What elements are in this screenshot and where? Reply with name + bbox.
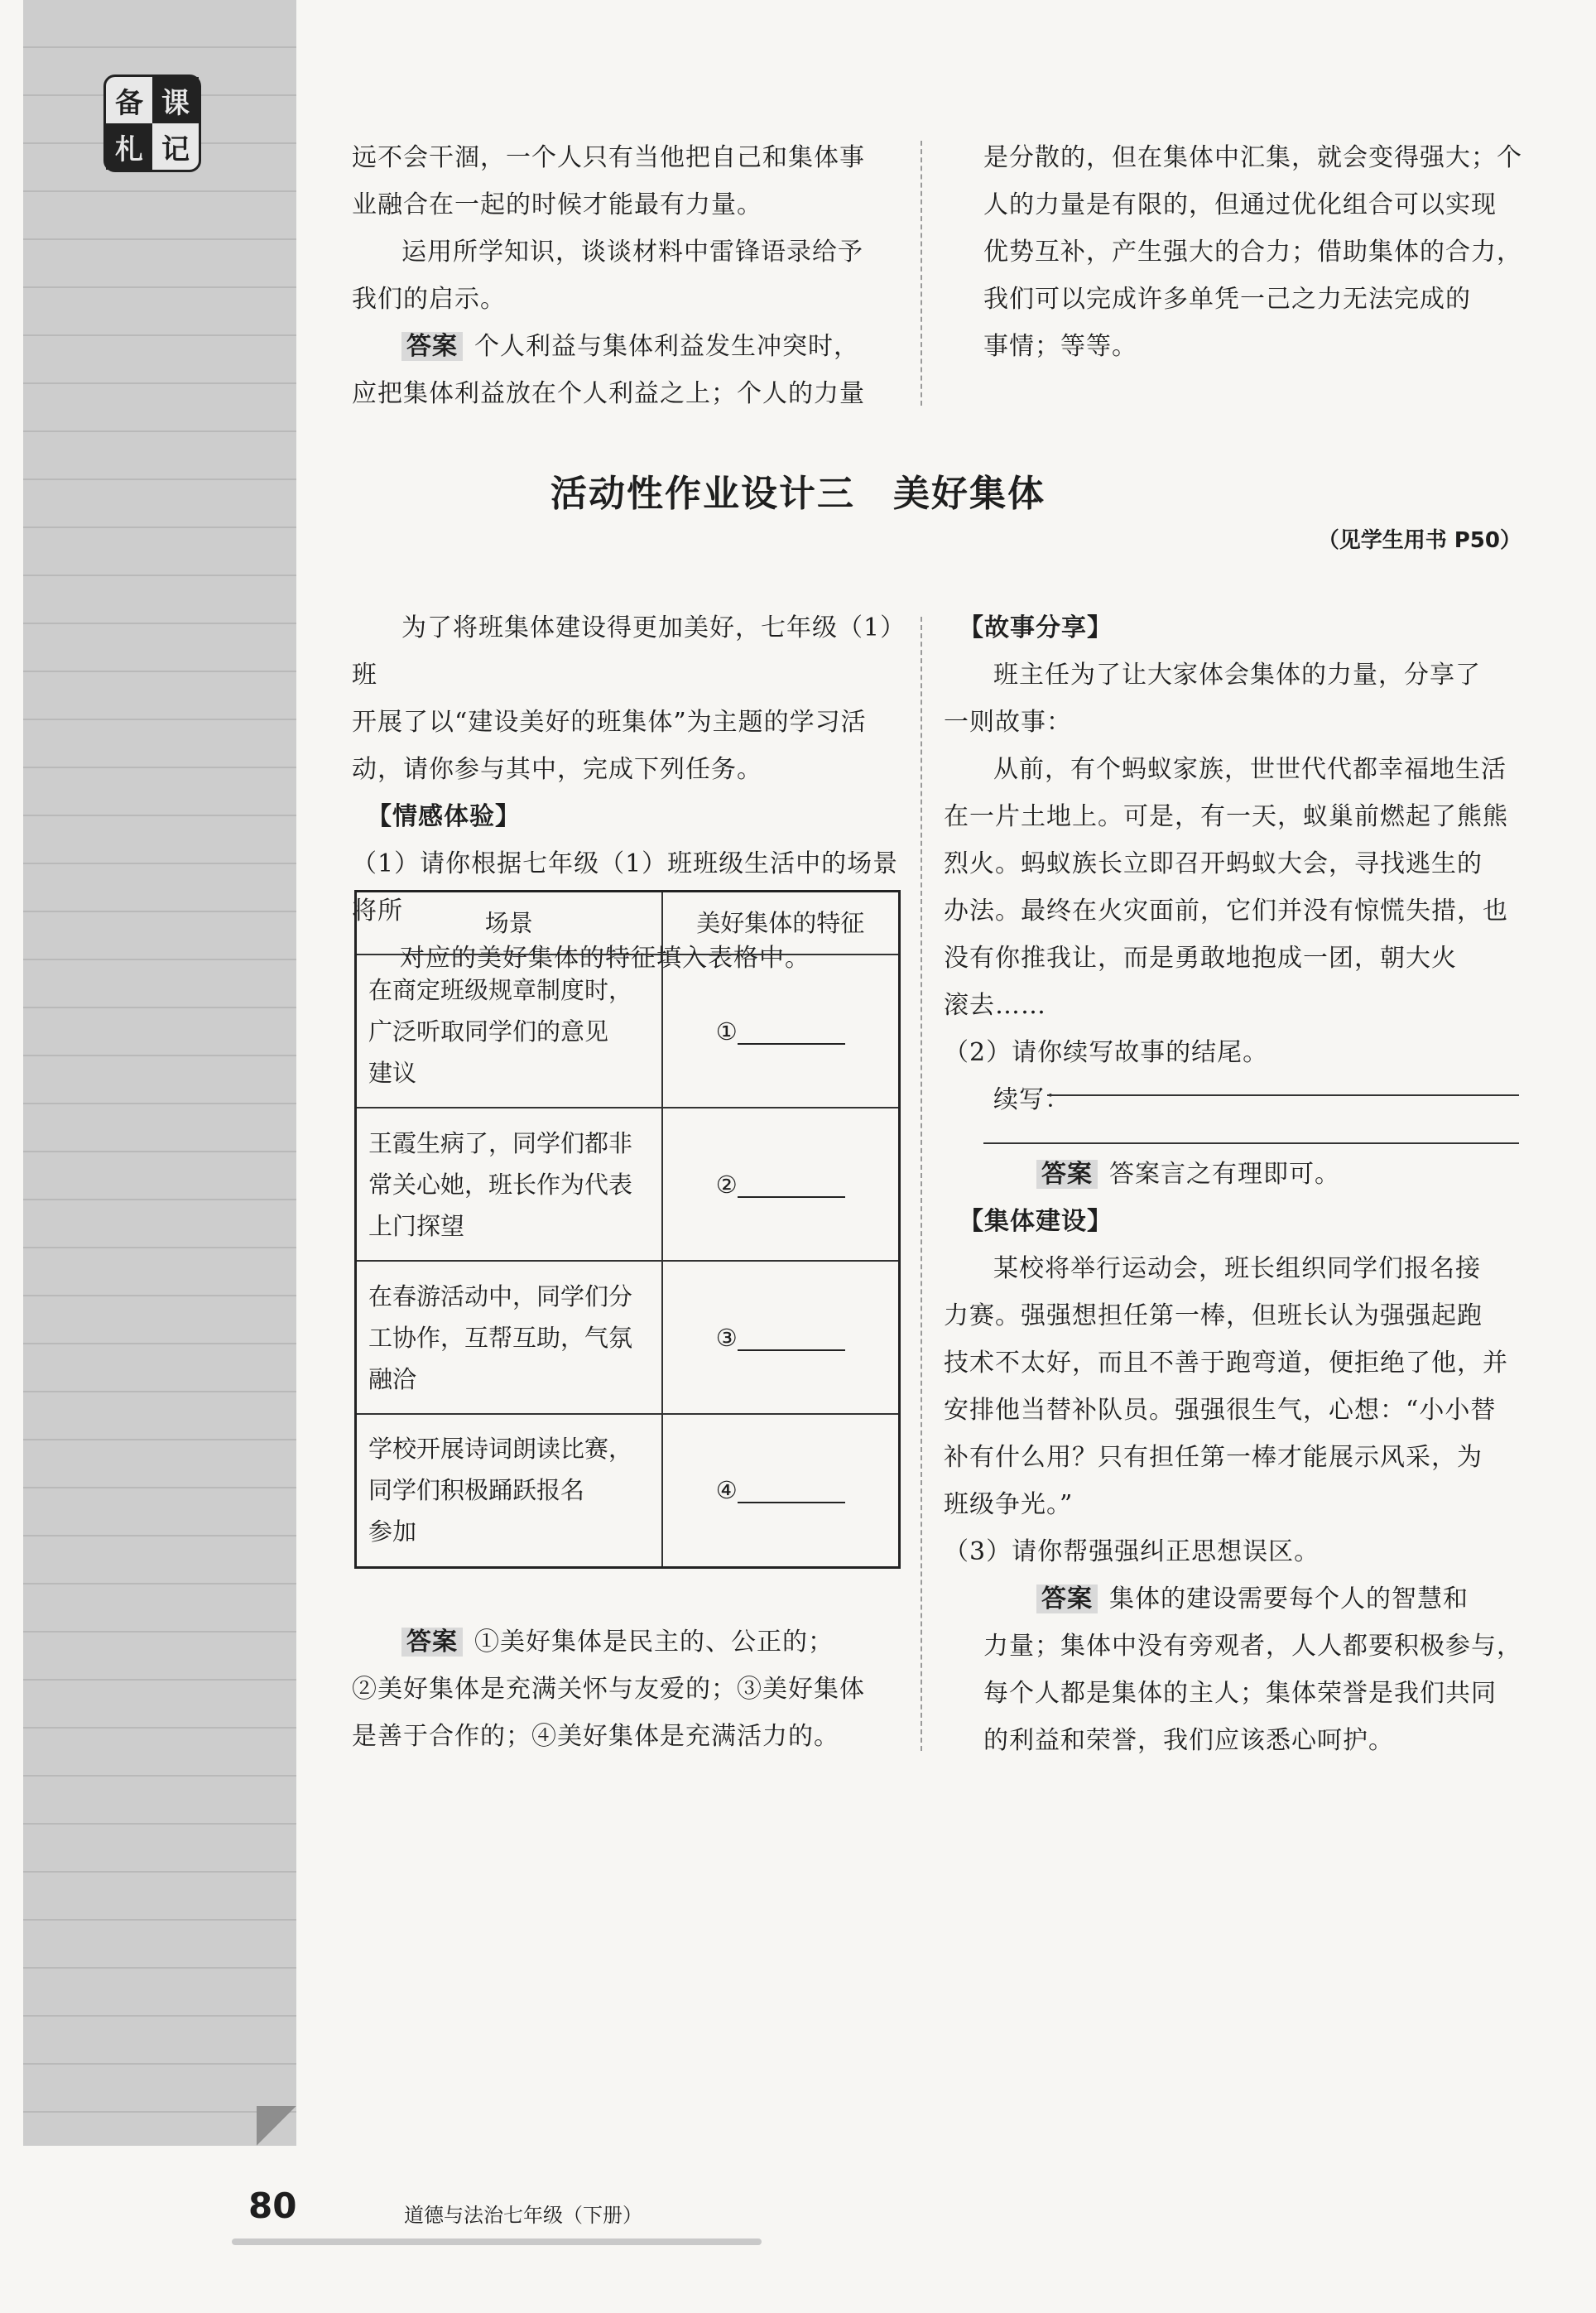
question-3: （3）请你帮强强纠正思想误区。 bbox=[944, 1537, 1320, 1566]
text-line: 力赛。强强想担任第一棒，但班长认为强强起跑 bbox=[944, 1301, 1483, 1330]
book-reference: （见学生用书 P50） bbox=[1317, 528, 1521, 553]
text-line: 办法。最终在火灾面前，它们并没有惊慌失措，也 bbox=[944, 897, 1508, 926]
cell-line: 参加 bbox=[368, 1517, 417, 1546]
text-line: 没有你推我让，而是勇敢地抱成一团，朝大火 bbox=[944, 944, 1457, 973]
table-row bbox=[356, 1414, 900, 1567]
heading-story: 【故事分享】 bbox=[959, 613, 1113, 642]
question-1-cont: 对应的美好集体的特征填入表格中。 bbox=[400, 944, 810, 973]
right-column bbox=[944, 604, 1531, 1123]
text-line: 为了将班集体建设得更加美好，七年级（1）班 bbox=[352, 613, 894, 690]
text-line: 开展了以“建设美好的班集体”为主题的学习活 bbox=[352, 708, 867, 737]
notes-sidebar bbox=[23, 0, 296, 2146]
cell-line: 在春游活动中，同学们分 bbox=[368, 1282, 633, 1310]
text-line: 远不会干涸，一个人只有当他把自己和集体事 bbox=[352, 143, 865, 172]
logo-char: 札 bbox=[106, 123, 152, 170]
text-line: ②美好集体是充满关怀与友爱的；③美好集体 bbox=[352, 1675, 865, 1704]
text-line: 某校将举行运动会，班长组织同学们报名接 bbox=[993, 1254, 1481, 1283]
page-number: 80 bbox=[248, 2186, 297, 2226]
answer-text: ①美好集体是民主的、公正的； bbox=[474, 1628, 834, 1657]
text-line: 每个人都是集体的主人；集体荣誉是我们共同 bbox=[983, 1679, 1497, 1708]
blank-number: ① bbox=[715, 1017, 738, 1046]
text-line: 事情；等等。 bbox=[983, 332, 1137, 361]
cell-line: 上门探望 bbox=[368, 1211, 465, 1240]
cell-line: 广泛听取同学们的意见 bbox=[368, 1017, 609, 1046]
answer-blank[interactable] bbox=[738, 1480, 845, 1503]
text-line: 运用所学知识，谈谈材料中雷锋语录给予 bbox=[401, 238, 863, 267]
left-answer bbox=[352, 1618, 902, 1760]
text-line: 安排他当替补队员。强强很生气，心想：“小小替 bbox=[944, 1396, 1497, 1425]
question-2: （2）请你续写故事的结尾。 bbox=[944, 1038, 1269, 1067]
text-line: 人的力量是有限的，但通过优化组合可以实现 bbox=[983, 190, 1497, 219]
text-line: 我们的启示。 bbox=[352, 285, 506, 314]
text-line: 是分散的，但在集体中汇集，就会变得强大；个 bbox=[983, 143, 1522, 172]
cell-line: 工协作，互帮互助，气氛 bbox=[368, 1323, 633, 1352]
text-line: 班级争光。” bbox=[944, 1490, 1074, 1519]
text-line: 的利益和荣誉，我们应该悉心呵护。 bbox=[983, 1726, 1394, 1755]
text-line: 力量；集体中没有旁观者，人人都要积极参与， bbox=[983, 1632, 1522, 1661]
continue-label: 续写： bbox=[993, 1085, 1070, 1114]
text-line: 应把集体利益放在个人利益之上；个人的力量 bbox=[352, 379, 865, 408]
answer-blank[interactable] bbox=[738, 1328, 845, 1351]
cell-line: 在商定班级规章制度时， bbox=[368, 975, 633, 1004]
answer-label: 答案 bbox=[401, 332, 463, 361]
logo-char: 备 bbox=[115, 86, 143, 120]
writing-line[interactable] bbox=[983, 1142, 1519, 1144]
question-1: （1）请你根据七年级（1）班班级生活中的场景将所 bbox=[352, 849, 899, 926]
cell-line: 同学们积极踊跃报名 bbox=[368, 1476, 585, 1505]
column-divider bbox=[921, 141, 922, 406]
answer-label: 答案 bbox=[1036, 1160, 1098, 1189]
heading-emotion: 【情感体验】 bbox=[367, 802, 521, 831]
cell-line: 融洽 bbox=[368, 1364, 417, 1393]
text-line: 补有什么用？只有担任第一棒才能展示风采，为 bbox=[944, 1443, 1483, 1472]
text-line: 班主任为了让大家体会集体的力量，分享了 bbox=[993, 661, 1481, 690]
column-divider bbox=[921, 617, 922, 1751]
text-line: 技术不太好，而且不善于跑弯道，便拒绝了他，并 bbox=[944, 1349, 1508, 1378]
answer-text: 个人利益与集体利益发生冲突时， bbox=[474, 332, 859, 361]
cell-line: 学校开展诗词朗读比赛， bbox=[368, 1435, 633, 1464]
text-line: 在一片土地上。可是，有一天，蚁巢前燃起了熊熊 bbox=[944, 802, 1508, 831]
header-scene: 场景 bbox=[356, 892, 662, 955]
answer-blank[interactable] bbox=[738, 1022, 845, 1045]
table-header-row bbox=[356, 892, 900, 955]
blank-number: ④ bbox=[715, 1476, 738, 1505]
cell-line: 王霞生病了，同学们都非 bbox=[368, 1128, 633, 1157]
right-column-lower bbox=[944, 1151, 1531, 1764]
text-line: 我们可以完成许多单凭一己之力无法完成的 bbox=[983, 285, 1471, 314]
cell-line: 常关心她，班长作为代表 bbox=[368, 1170, 633, 1199]
text-line: 滚去…… bbox=[944, 991, 1046, 1020]
table-row bbox=[356, 1108, 900, 1261]
scene-table bbox=[354, 890, 901, 1569]
section-title: 活动性作业设计三 美好集体 bbox=[550, 473, 1046, 515]
text-line: 烈火。蚂蚁族长立即召开蚂蚁大会，寻找逃生的 bbox=[944, 849, 1483, 878]
text-line: 一则故事： bbox=[944, 708, 1072, 737]
blank-number: ② bbox=[715, 1170, 738, 1199]
table-row bbox=[356, 955, 900, 1108]
book-title: 道德与法治七年级（下册） bbox=[404, 2204, 642, 2227]
heading-build: 【集体建设】 bbox=[959, 1207, 1113, 1236]
text-line: 业融合在一起的时候才能最有力量。 bbox=[352, 190, 762, 219]
cell-line: 建议 bbox=[368, 1058, 417, 1087]
top-left-column bbox=[352, 134, 902, 417]
logo-char: 记 bbox=[161, 132, 190, 166]
answer-blank[interactable] bbox=[738, 1175, 845, 1198]
answer-label: 答案 bbox=[401, 1628, 463, 1657]
top-right-column bbox=[983, 134, 1546, 370]
table-row bbox=[356, 1261, 900, 1414]
answer-text: 答案言之有理即可。 bbox=[1109, 1160, 1340, 1189]
blank-number: ③ bbox=[715, 1323, 738, 1352]
text-line: 是善于合作的；④美好集体是充满活力的。 bbox=[352, 1722, 839, 1751]
answer-label: 答案 bbox=[1036, 1584, 1098, 1613]
footer-bar bbox=[232, 2238, 762, 2245]
text-line: 从前，有个蚂蚁家族，世世代代都幸福地生活 bbox=[993, 755, 1507, 784]
answer-text: 集体的建设需要每个人的智慧和 bbox=[1109, 1584, 1469, 1613]
notes-logo bbox=[103, 75, 201, 172]
writing-line[interactable] bbox=[1047, 1094, 1519, 1096]
text-line: 优势互补，产生强大的合力；借助集体的合力， bbox=[983, 238, 1522, 267]
header-feature: 美好集体的特征 bbox=[662, 892, 900, 955]
page-curl bbox=[257, 2106, 296, 2146]
logo-char: 课 bbox=[152, 77, 199, 123]
text-line: 动，请你参与其中，完成下列任务。 bbox=[352, 755, 762, 784]
